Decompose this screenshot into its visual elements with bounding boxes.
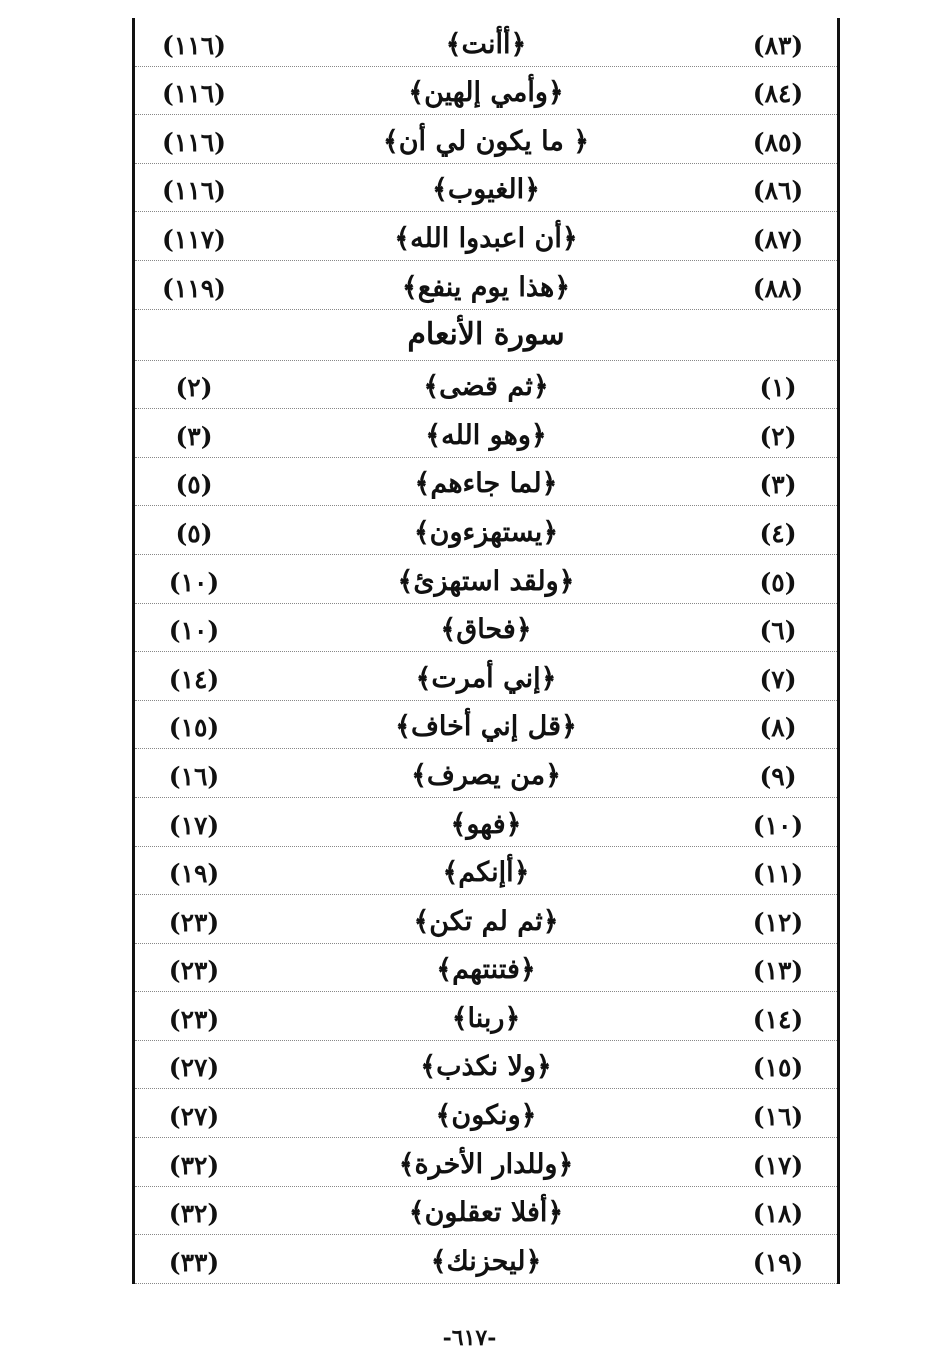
entry-page: (٢٧) <box>168 1053 220 1083</box>
entry-number: (١٨) <box>752 1199 804 1229</box>
entry-word: ﴿ثم لم تكن﴾ <box>413 905 559 937</box>
entry-number: (٣) <box>759 470 797 500</box>
entry-number: (٨٧) <box>752 224 804 254</box>
entry-word: ﴿ليحزنك﴾ <box>430 1245 542 1277</box>
entry-number: (٨٣) <box>752 30 804 60</box>
entry-page: (٣٢) <box>168 1150 220 1180</box>
entry-word: ﴿هذا يوم ينفع﴾ <box>401 271 571 303</box>
index-row <box>135 895 837 944</box>
bottom-section <box>135 361 837 1284</box>
entry-number: (١٤) <box>752 1004 804 1034</box>
entry-word: ﴿لما جاءهم﴾ <box>414 468 558 500</box>
entry-word: ﴿ربنا﴾ <box>451 1002 521 1034</box>
entry-word: ﴿فهو﴾ <box>450 808 522 840</box>
entry-number: (١٣) <box>752 956 804 986</box>
entry-word: ﴿أن اعبدوا الله﴾ <box>394 222 578 254</box>
entry-word: ﴿وهو الله﴾ <box>425 419 547 451</box>
entry-page: (١١٩) <box>162 273 226 303</box>
entry-page: (١١٦) <box>162 176 226 206</box>
entry-word: ﴿ثم قضى﴾ <box>423 371 549 403</box>
index-row <box>135 164 837 213</box>
index-row <box>135 18 837 67</box>
index-row <box>135 944 837 993</box>
entry-word: ﴿يستهزءون﴾ <box>413 516 559 548</box>
entry-word: ﴿أفلا تعقلون﴾ <box>408 1197 564 1229</box>
entry-number: (٨٥) <box>752 127 804 157</box>
entry-number: (١٢) <box>752 907 804 937</box>
entry-number: (١٩) <box>752 1247 804 1277</box>
top-section <box>135 18 837 310</box>
entry-word: ﴿ونكون﴾ <box>435 1100 537 1132</box>
index-row <box>135 115 837 164</box>
entry-word: ﴿فتنتهم﴾ <box>436 954 536 986</box>
entry-word: ﴿ولا نكذب﴾ <box>420 1051 552 1083</box>
entry-number: (٨٤) <box>752 79 804 109</box>
entry-number: (١٠) <box>752 810 804 840</box>
entry-page: (٢٣) <box>168 956 220 986</box>
index-row <box>135 1041 837 1090</box>
entry-word: ﴿أأنت﴾ <box>445 28 527 60</box>
entry-word: ﴿ ما يكون لي أن﴾ <box>382 125 590 157</box>
entry-page: (٢٣) <box>168 1004 220 1034</box>
entry-page: (١١٦) <box>162 127 226 157</box>
index-row <box>135 212 837 261</box>
entry-number: (٨٦) <box>752 176 804 206</box>
entry-page: (٣٣) <box>168 1247 220 1277</box>
entry-number: (٨) <box>759 713 797 743</box>
entry-page: (١٠) <box>168 616 220 646</box>
entry-word: ﴿وأمي إلهين﴾ <box>408 77 564 109</box>
entry-word: ﴿الغيوب﴾ <box>432 174 540 206</box>
entry-number: (٢) <box>759 421 797 451</box>
index-row <box>135 361 837 410</box>
index-row <box>135 67 837 116</box>
surah-title: سورة الأنعام <box>135 310 837 361</box>
index-row <box>135 1235 837 1284</box>
entry-word: ﴿إني أمرت﴾ <box>415 662 557 694</box>
entry-number: (٧) <box>759 664 797 694</box>
entry-number: (١٧) <box>752 1150 804 1180</box>
entry-page: (٥) <box>175 518 213 548</box>
index-row <box>135 409 837 458</box>
index-row <box>135 749 837 798</box>
entry-page: (١٩) <box>168 859 220 889</box>
entry-page: (٢٧) <box>168 1102 220 1132</box>
entry-word: ﴿ولقد استهزئ﴾ <box>397 565 575 597</box>
entry-number: (١٦) <box>752 1102 804 1132</box>
index-row <box>135 847 837 896</box>
entry-word: ﴿من يصرف﴾ <box>411 759 561 791</box>
entry-page: (١٠) <box>168 567 220 597</box>
entry-page: (٢٣) <box>168 907 220 937</box>
entry-word: ﴿وللدار الأخرة﴾ <box>398 1148 574 1180</box>
page-number: -٦١٧- <box>442 1325 497 1351</box>
entry-number: (٤) <box>759 518 797 548</box>
entry-page: (٥) <box>175 470 213 500</box>
index-row <box>135 555 837 604</box>
entry-page: (١٥) <box>168 713 220 743</box>
index-table <box>132 18 840 1284</box>
index-row <box>135 1187 837 1236</box>
entry-word: ﴿أإنكم﴾ <box>442 857 530 889</box>
index-row <box>135 1089 837 1138</box>
entry-number: (٨٨) <box>752 273 804 303</box>
entry-page: (١١٦) <box>162 30 226 60</box>
index-row <box>135 1138 837 1187</box>
entry-page: (١٦) <box>168 761 220 791</box>
entry-number: (٩) <box>759 761 797 791</box>
index-row <box>135 604 837 653</box>
entry-page: (٢) <box>175 373 213 403</box>
entry-number: (٦) <box>759 616 797 646</box>
entry-word: ﴿فحاق﴾ <box>440 614 532 646</box>
entry-page: (١١٧) <box>162 224 226 254</box>
entry-page: (١٤) <box>168 664 220 694</box>
index-row <box>135 261 837 310</box>
index-row <box>135 992 837 1041</box>
entry-number: (١) <box>759 373 797 403</box>
index-row <box>135 798 837 847</box>
entry-page: (١١٦) <box>162 79 226 109</box>
entry-page: (١٧) <box>168 810 220 840</box>
entry-number: (١١) <box>752 859 804 889</box>
index-row <box>135 652 837 701</box>
index-row <box>135 458 837 507</box>
entry-word: ﴿قل إني أخاف﴾ <box>395 711 577 743</box>
entry-number: (١٥) <box>752 1053 804 1083</box>
entry-page: (٣٢) <box>168 1199 220 1229</box>
entry-number: (٥) <box>759 567 797 597</box>
entry-page: (٣) <box>175 421 213 451</box>
index-row <box>135 701 837 750</box>
index-row <box>135 506 837 555</box>
